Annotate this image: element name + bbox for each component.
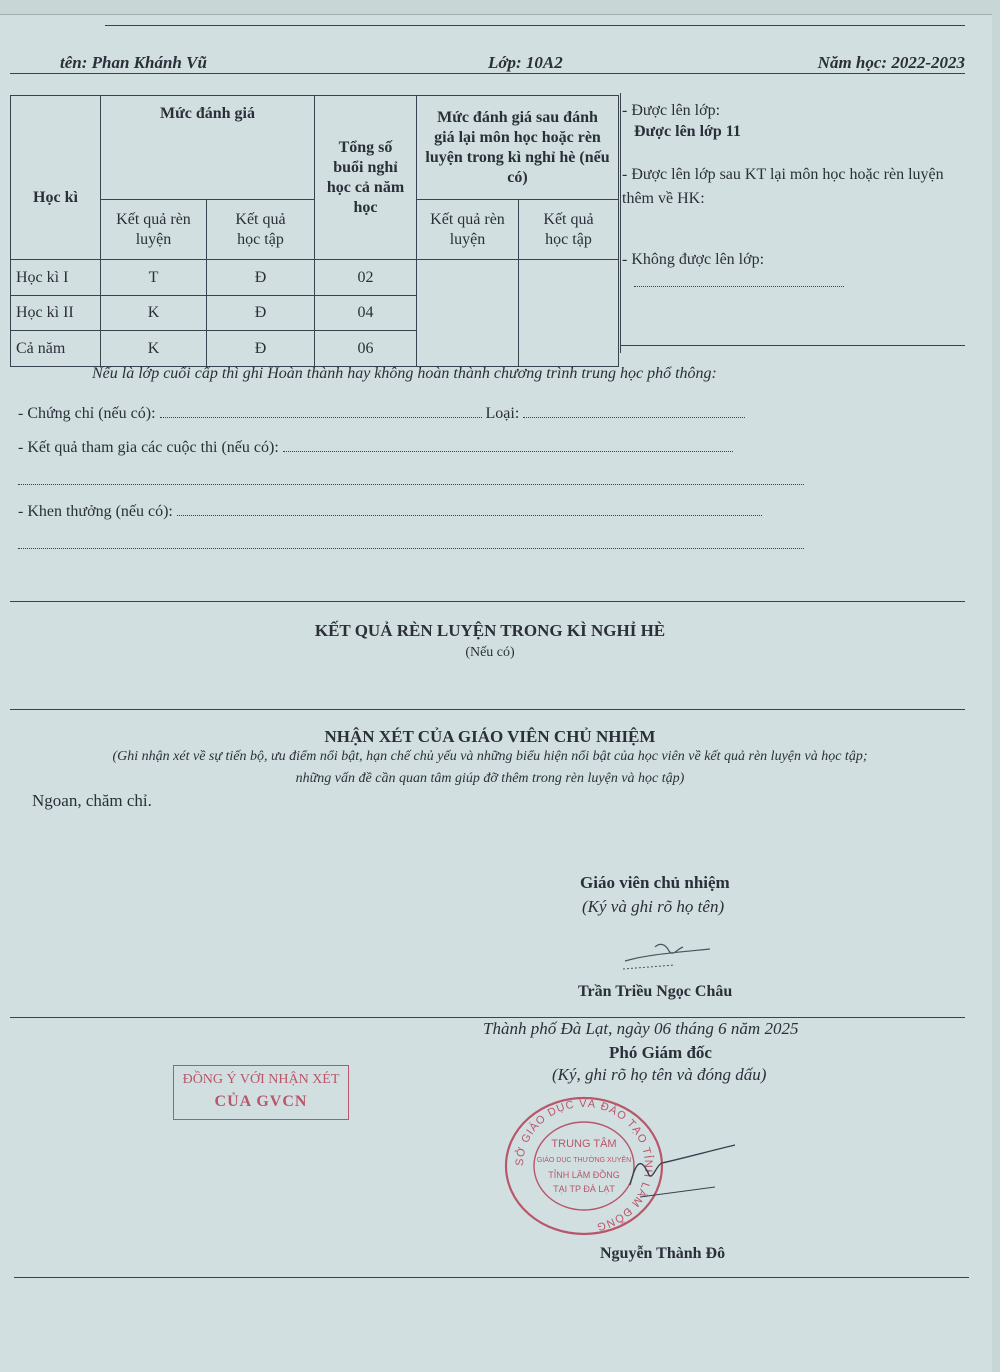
promoted-after-label: - Được lên lớp sau KT lại môn học hoặc rèn luyện thêm về HK: — [622, 166, 944, 207]
type-line — [523, 417, 745, 418]
row-absent: 06 — [315, 331, 417, 367]
contest-row — [18, 439, 733, 457]
agree-stamp — [173, 1065, 349, 1120]
rule-comment — [10, 709, 965, 710]
header-eval-study: Kết quả học tập — [207, 200, 315, 260]
agree-stamp-line2: CỦA GVCN — [214, 1093, 308, 1111]
comment-title: NHẬN XÉT CỦA GIÁO VIÊN CHỦ NHIỆM — [324, 727, 656, 746]
row-study: Đ — [207, 260, 315, 296]
award-row — [18, 503, 762, 521]
final-grade-note: Nếu là lớp cuối cấp thì ghi Hoàn thành hay không hoàn thành chương trình trung học phổ thông: — [92, 365, 717, 382]
not-promoted-label: - Không được lên lớp: — [622, 250, 765, 268]
header-reeval-study: Kết quả học tập — [519, 200, 619, 260]
teacher-signature — [615, 935, 725, 975]
seal-line1: TRUNG TÂM — [551, 1138, 617, 1150]
header-row — [60, 53, 965, 79]
row-term: Cả năm — [11, 331, 101, 367]
contest-line-2 — [18, 469, 804, 485]
header-rule — [10, 73, 965, 74]
row-conduct: K — [101, 331, 207, 367]
row-study: Đ — [207, 331, 315, 367]
seal-line3: TỈNH LÂM ĐỒNG — [548, 1170, 620, 1180]
certificate-label: - Chứng chỉ (nếu có): — [18, 405, 156, 422]
approval-sign-hint: (Ký, ghi rõ họ tên và đóng dấu) — [552, 1065, 767, 1084]
student-name: tên: Phan Khánh Vũ — [60, 53, 207, 72]
row-conduct: K — [101, 296, 207, 331]
reeval-study-cell — [519, 260, 619, 367]
agree-stamp-line1: ĐỒNG Ý VỚI NHẬN XÉT — [182, 1072, 340, 1087]
promoted-value: Được lên lớp 11 — [634, 123, 741, 141]
header-reeval-conduct: Kết quả rèn luyện — [417, 200, 519, 260]
grades-table — [10, 95, 619, 367]
header-reeval — [417, 96, 619, 200]
award-label: - Khen thưởng (nếu có): — [18, 503, 173, 520]
teacher-sign-hint: (Ký và ghi rõ họ tên) — [582, 897, 725, 916]
header-eval: Mức đánh giá — [101, 96, 315, 200]
promotion-panel — [622, 99, 967, 294]
header-reeval-text: Mức đánh giá sau đánh giá lại môn học hoặc rèn luyện trong kì nghỉ hè (nếu có) — [425, 108, 610, 186]
director-name: Nguyễn Thành Đô — [600, 1245, 726, 1262]
award-line — [177, 515, 762, 516]
top-rule — [105, 25, 965, 26]
summer-title: KẾT QUẢ RÈN LUYỆN TRONG KÌ NGHỈ HÈ — [314, 621, 666, 640]
seal-line4: TẠI TP ĐÀ LẠT — [553, 1184, 615, 1194]
row-absent: 04 — [315, 296, 417, 331]
certificate-row — [18, 405, 745, 423]
promo-bottom-rule — [620, 345, 965, 346]
comment-text: Ngoan, chăm chỉ. — [32, 791, 152, 810]
header-absent-text: Tổng số buổi nghỉ học cả năm học — [326, 138, 405, 216]
rule-approval — [10, 1017, 965, 1018]
contest-label: - Kết quả tham gia các cuộc thi (nếu có): — [18, 439, 279, 456]
reeval-conduct-cell — [417, 260, 519, 367]
header-absent — [315, 96, 417, 260]
school-year: Năm học: 2022-2023 — [817, 53, 965, 72]
row-conduct: T — [101, 260, 207, 296]
summer-subtitle: (Nếu có) — [465, 645, 515, 660]
seal-outer-text: SỞ GIÁO DỤC VÀ ĐÀO TẠO TỈNH LÂM ĐỒNG — [513, 1097, 655, 1233]
comment-instruction-2: những vấn đề cần quan tâm giúp đỡ thêm trong rèn luyện và học tập) — [295, 771, 685, 786]
bottom-rule — [14, 1277, 969, 1278]
teacher-role: Giáo viên chủ nhiệm — [580, 873, 730, 892]
promoted-label: - Được lên lớp: — [622, 102, 721, 119]
header-term: Học kì — [11, 96, 101, 260]
award-line-2 — [18, 533, 804, 549]
seal-line2: GIÁO DỤC THƯỜNG XUYÊN — [536, 1157, 632, 1164]
director-signature — [590, 1125, 750, 1205]
not-promoted-line — [634, 286, 844, 287]
report-sheet — [0, 14, 992, 1372]
row-term: Học kì II — [11, 296, 101, 331]
row-term: Học kì I — [11, 260, 101, 296]
approval-role: Phó Giám đốc — [609, 1043, 712, 1062]
class-name: Lớp: 10A2 — [488, 53, 563, 72]
rule-summer — [10, 601, 965, 602]
row-absent: 02 — [315, 260, 417, 296]
promo-left-rule — [620, 93, 621, 353]
teacher-name: Trần Triều Ngọc Châu — [578, 983, 733, 1000]
certificate-line — [160, 417, 482, 418]
contest-line — [283, 451, 733, 452]
place-date: Thành phố Đà Lạt, ngày 06 tháng 6 năm 2025 — [483, 1019, 799, 1038]
row-study: Đ — [207, 296, 315, 331]
type-label: Loại: — [485, 405, 520, 422]
comment-instruction-1: (Ghi nhận xét về sự tiến bộ, ưu điểm nổi bật, hạn chế chủ yếu và những biểu hiện nổi bật của học viên về kết quả rèn luyện và học tập; — [112, 749, 868, 764]
header-eval-conduct: Kết quả rèn luyện — [101, 200, 207, 260]
